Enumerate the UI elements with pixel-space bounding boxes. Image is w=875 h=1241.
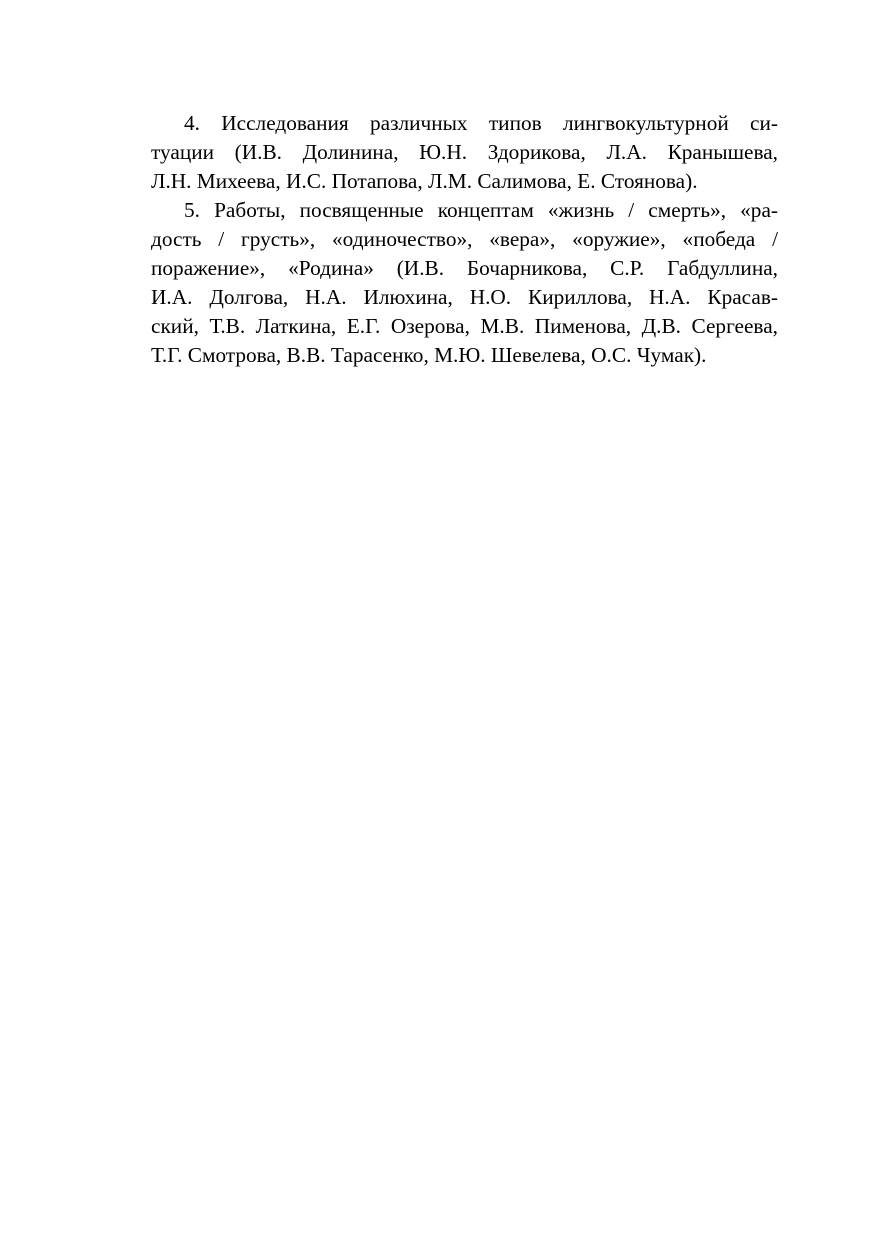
paragraph-line: дость / грусть», «одиночество», «вера», «оружие», «победа /: [151, 227, 778, 251]
document-page: [118, 109, 778, 370]
paragraph-4: [118, 109, 778, 196]
paragraph-line: туации (И.В. Долинина, Ю.Н. Здорикова, Л.А. Кранышева,: [151, 140, 778, 164]
paragraph-line: поражение», «Родина» (И.В. Бочарникова, С.Р. Габдуллина,: [151, 256, 778, 280]
paragraph-line: ский, Т.В. Латкина, Е.Г. Озерова, М.В. Пименова, Д.В. Сергеева,: [151, 314, 778, 338]
paragraph-line: Т.Г. Смотрова, В.В. Тарасенко, М.Ю. Шевелева, О.С. Чумак).: [151, 343, 707, 367]
paragraph-line: 4. Исследования различных типов лингвокультурной си-: [184, 111, 778, 135]
paragraph-line: 5. Работы, посвященные концептам «жизнь / смерть», «ра-: [184, 198, 778, 222]
paragraph-line: Л.Н. Михеева, И.С. Потапова, Л.М. Салимова, Е. Стоянова).: [151, 169, 698, 193]
paragraph-5: [118, 196, 778, 370]
paragraph-line: И.А. Долгова, Н.А. Илюхина, Н.О. Кириллова, Н.А. Красав-: [151, 285, 778, 309]
